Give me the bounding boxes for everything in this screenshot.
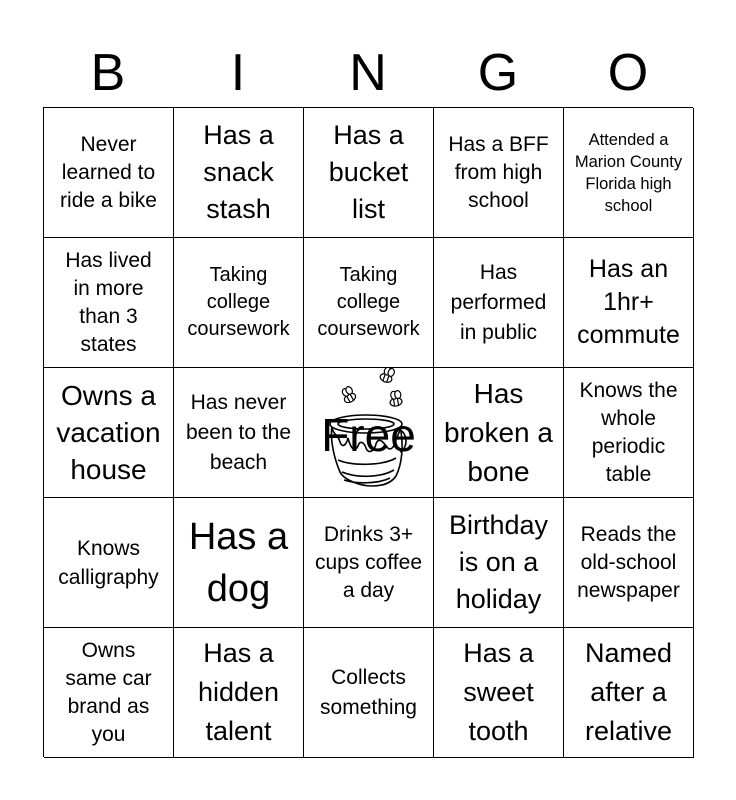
bingo-cell[interactable] bbox=[44, 368, 174, 498]
cell-text: Has a snack stash bbox=[203, 120, 274, 224]
bingo-cell[interactable] bbox=[304, 108, 434, 238]
bingo-cell[interactable] bbox=[174, 628, 304, 758]
cell-text: Has a dog bbox=[188, 515, 289, 610]
cell-text: Named after a relative bbox=[584, 638, 673, 746]
bingo-cell[interactable] bbox=[434, 238, 564, 368]
bingo-cell[interactable] bbox=[434, 498, 564, 628]
cell-text: Has broken a bone bbox=[444, 378, 553, 487]
bingo-cell[interactable] bbox=[44, 108, 174, 238]
bingo-cell[interactable] bbox=[564, 238, 694, 368]
header-letter-o: O bbox=[607, 44, 649, 102]
cell-text: Birthday is on a holiday bbox=[448, 510, 549, 614]
bingo-cell[interactable] bbox=[434, 368, 564, 498]
bingo-cell[interactable] bbox=[44, 238, 174, 368]
bingo-cell[interactable] bbox=[304, 498, 434, 628]
bingo-cell[interactable] bbox=[564, 498, 694, 628]
cell-text: Has never been to the beach bbox=[185, 390, 292, 474]
header-letter-b: B bbox=[90, 44, 126, 102]
cell-text: Taking college coursework bbox=[187, 264, 290, 340]
bingo-header bbox=[43, 38, 693, 108]
bingo-cell[interactable] bbox=[44, 628, 174, 758]
cell-text: Never learned to ride a bike bbox=[60, 132, 157, 212]
bingo-cell[interactable] bbox=[174, 238, 304, 368]
cell-text: Has a hidden talent bbox=[197, 638, 280, 746]
cell-text: Has a sweet tooth bbox=[463, 638, 534, 746]
header-letter-g: G bbox=[477, 44, 519, 102]
free-label: Free bbox=[321, 408, 416, 461]
cell-text: Attended a Marion County Florida high school bbox=[574, 130, 683, 215]
cell-text: Has an 1hr+ commute bbox=[577, 255, 680, 349]
cell-text: Reads the old-school newspaper bbox=[577, 522, 680, 602]
bingo-cell[interactable] bbox=[564, 108, 694, 238]
cell-text: Has performed in public bbox=[450, 260, 547, 344]
cell-text: Owns a vacation house bbox=[56, 380, 161, 485]
cell-text: Taking college coursework bbox=[317, 264, 420, 340]
bingo-cell[interactable] bbox=[304, 628, 434, 758]
bingo-cell[interactable] bbox=[44, 498, 174, 628]
cell-text: Has lived in more than 3 states bbox=[65, 248, 152, 356]
cell-text: Knows the whole periodic table bbox=[579, 378, 678, 486]
bingo-cell[interactable] bbox=[174, 368, 304, 498]
header-letter-n: N bbox=[349, 44, 387, 102]
bingo-cell[interactable] bbox=[564, 368, 694, 498]
bingo-cell[interactable] bbox=[434, 628, 564, 758]
cell-text: Has a BFF from high school bbox=[448, 132, 549, 212]
bingo-cell[interactable] bbox=[434, 108, 564, 238]
bingo-cell[interactable] bbox=[304, 238, 434, 368]
cell-text: Knows calligraphy bbox=[58, 536, 159, 589]
cell-text: Drinks 3+ cups coffee a day bbox=[314, 522, 423, 602]
bingo-grid bbox=[43, 107, 693, 757]
bingo-cell[interactable] bbox=[564, 628, 694, 758]
bingo-cell[interactable] bbox=[174, 108, 304, 238]
bingo-cell[interactable] bbox=[174, 498, 304, 628]
free-space[interactable] bbox=[304, 368, 434, 498]
cell-text: Owns same car brand as you bbox=[65, 638, 152, 746]
cell-text: Collects something bbox=[320, 665, 417, 719]
cell-text: Has a bucket list bbox=[328, 120, 409, 224]
header-letter-i: I bbox=[230, 44, 246, 102]
